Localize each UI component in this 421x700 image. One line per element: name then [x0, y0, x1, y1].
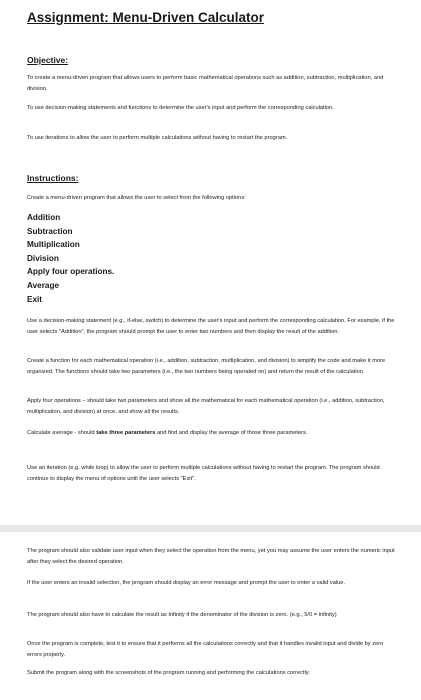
- instructions-heading: Instructions:: [27, 173, 79, 183]
- option-average: Average: [27, 280, 60, 290]
- objective-paragraph-3: To use iterations to allow the user to perform multiple calculations without having to restart the program.: [27, 135, 288, 141]
- submission-paragraph: Submit the program along with the screenshots of the program running and performing the calculations correctly.: [27, 670, 310, 676]
- instructions-intro: Create a menu-driven program that allows the user to select from the following options:: [27, 195, 246, 201]
- average-paragraph: [27, 428, 399, 439]
- average-text-bold: take three parameters: [96, 430, 156, 436]
- option-subtraction: Subtraction: [27, 226, 73, 236]
- iteration-paragraph: Use an iteration (e.g. while loop) to allow the user to perform multiple calculations without having to restart the program. The program should continue to display the menu of options until the user selects "Exit".: [27, 465, 380, 482]
- infinity-paragraph: The program should also have to calculate the result as Infinity if the denominator of the division is zero. (e.g., 5/0 = infinity): [27, 612, 337, 618]
- average-text-start: Calculate average - should: [27, 430, 97, 436]
- option-division: Division: [27, 253, 59, 263]
- menu-options-list: [27, 211, 114, 306]
- objective-paragraph-1: To create a menu-driven program that allows users to perform basic mathematical operations such as addition, subtraction, multiplication, and division.: [27, 75, 384, 92]
- option-apply-four: Apply four operations.: [27, 267, 115, 277]
- objective-paragraph-2: To use decision-making statements and functions to determine the user's input and perform the corresponding calculation.: [27, 105, 334, 111]
- document-page-2: [0, 532, 421, 700]
- document-title: Assignment: Menu-Driven Calculator: [27, 10, 265, 25]
- function-paragraph: Create a function for each mathematical operation (i.e., addition, subtraction, multiplication, and division) to simplify the code and make it more organized. The functions should take two parameters (i.e., the two numbers being operated on) and return the result of the calculation.: [27, 358, 386, 375]
- validate-paragraph: The program should also validate user input when they select the operation from the menu, yet you may assume the user enters the numeric input after they select the desired operation.: [27, 548, 395, 565]
- apply-paragraph: Apply four operations – should take two parameters and show all the mathematical for each mathematical operation (i.e., addition, subtraction, multiplication, and division) at once, and show all the results.: [27, 398, 385, 415]
- average-text-end: and find and display the average of those three parameters.: [155, 430, 308, 436]
- decision-paragraph: Use a decision-making statement (e.g., if-else, switch) to determine the user's input and perform the corresponding calculation. For example, if the user selects "Addition", the program should prompt the user to enter two numbers and then display the result of the addition.: [27, 318, 395, 335]
- invalid-selection-paragraph: If the user enters an invalid selection, the program should display an error message and prompt the user to enter a valid value.: [27, 580, 346, 586]
- option-multiplication: Multiplication: [27, 240, 80, 250]
- objective-heading: Objective:: [27, 55, 69, 65]
- option-exit: Exit: [27, 294, 43, 304]
- testing-paragraph: Once the program is complete, test it to ensure that it performs all the calculations correctly and that it handles invalid input and divide by zero errors properly.: [27, 641, 384, 658]
- option-addition: Addition: [27, 213, 61, 222]
